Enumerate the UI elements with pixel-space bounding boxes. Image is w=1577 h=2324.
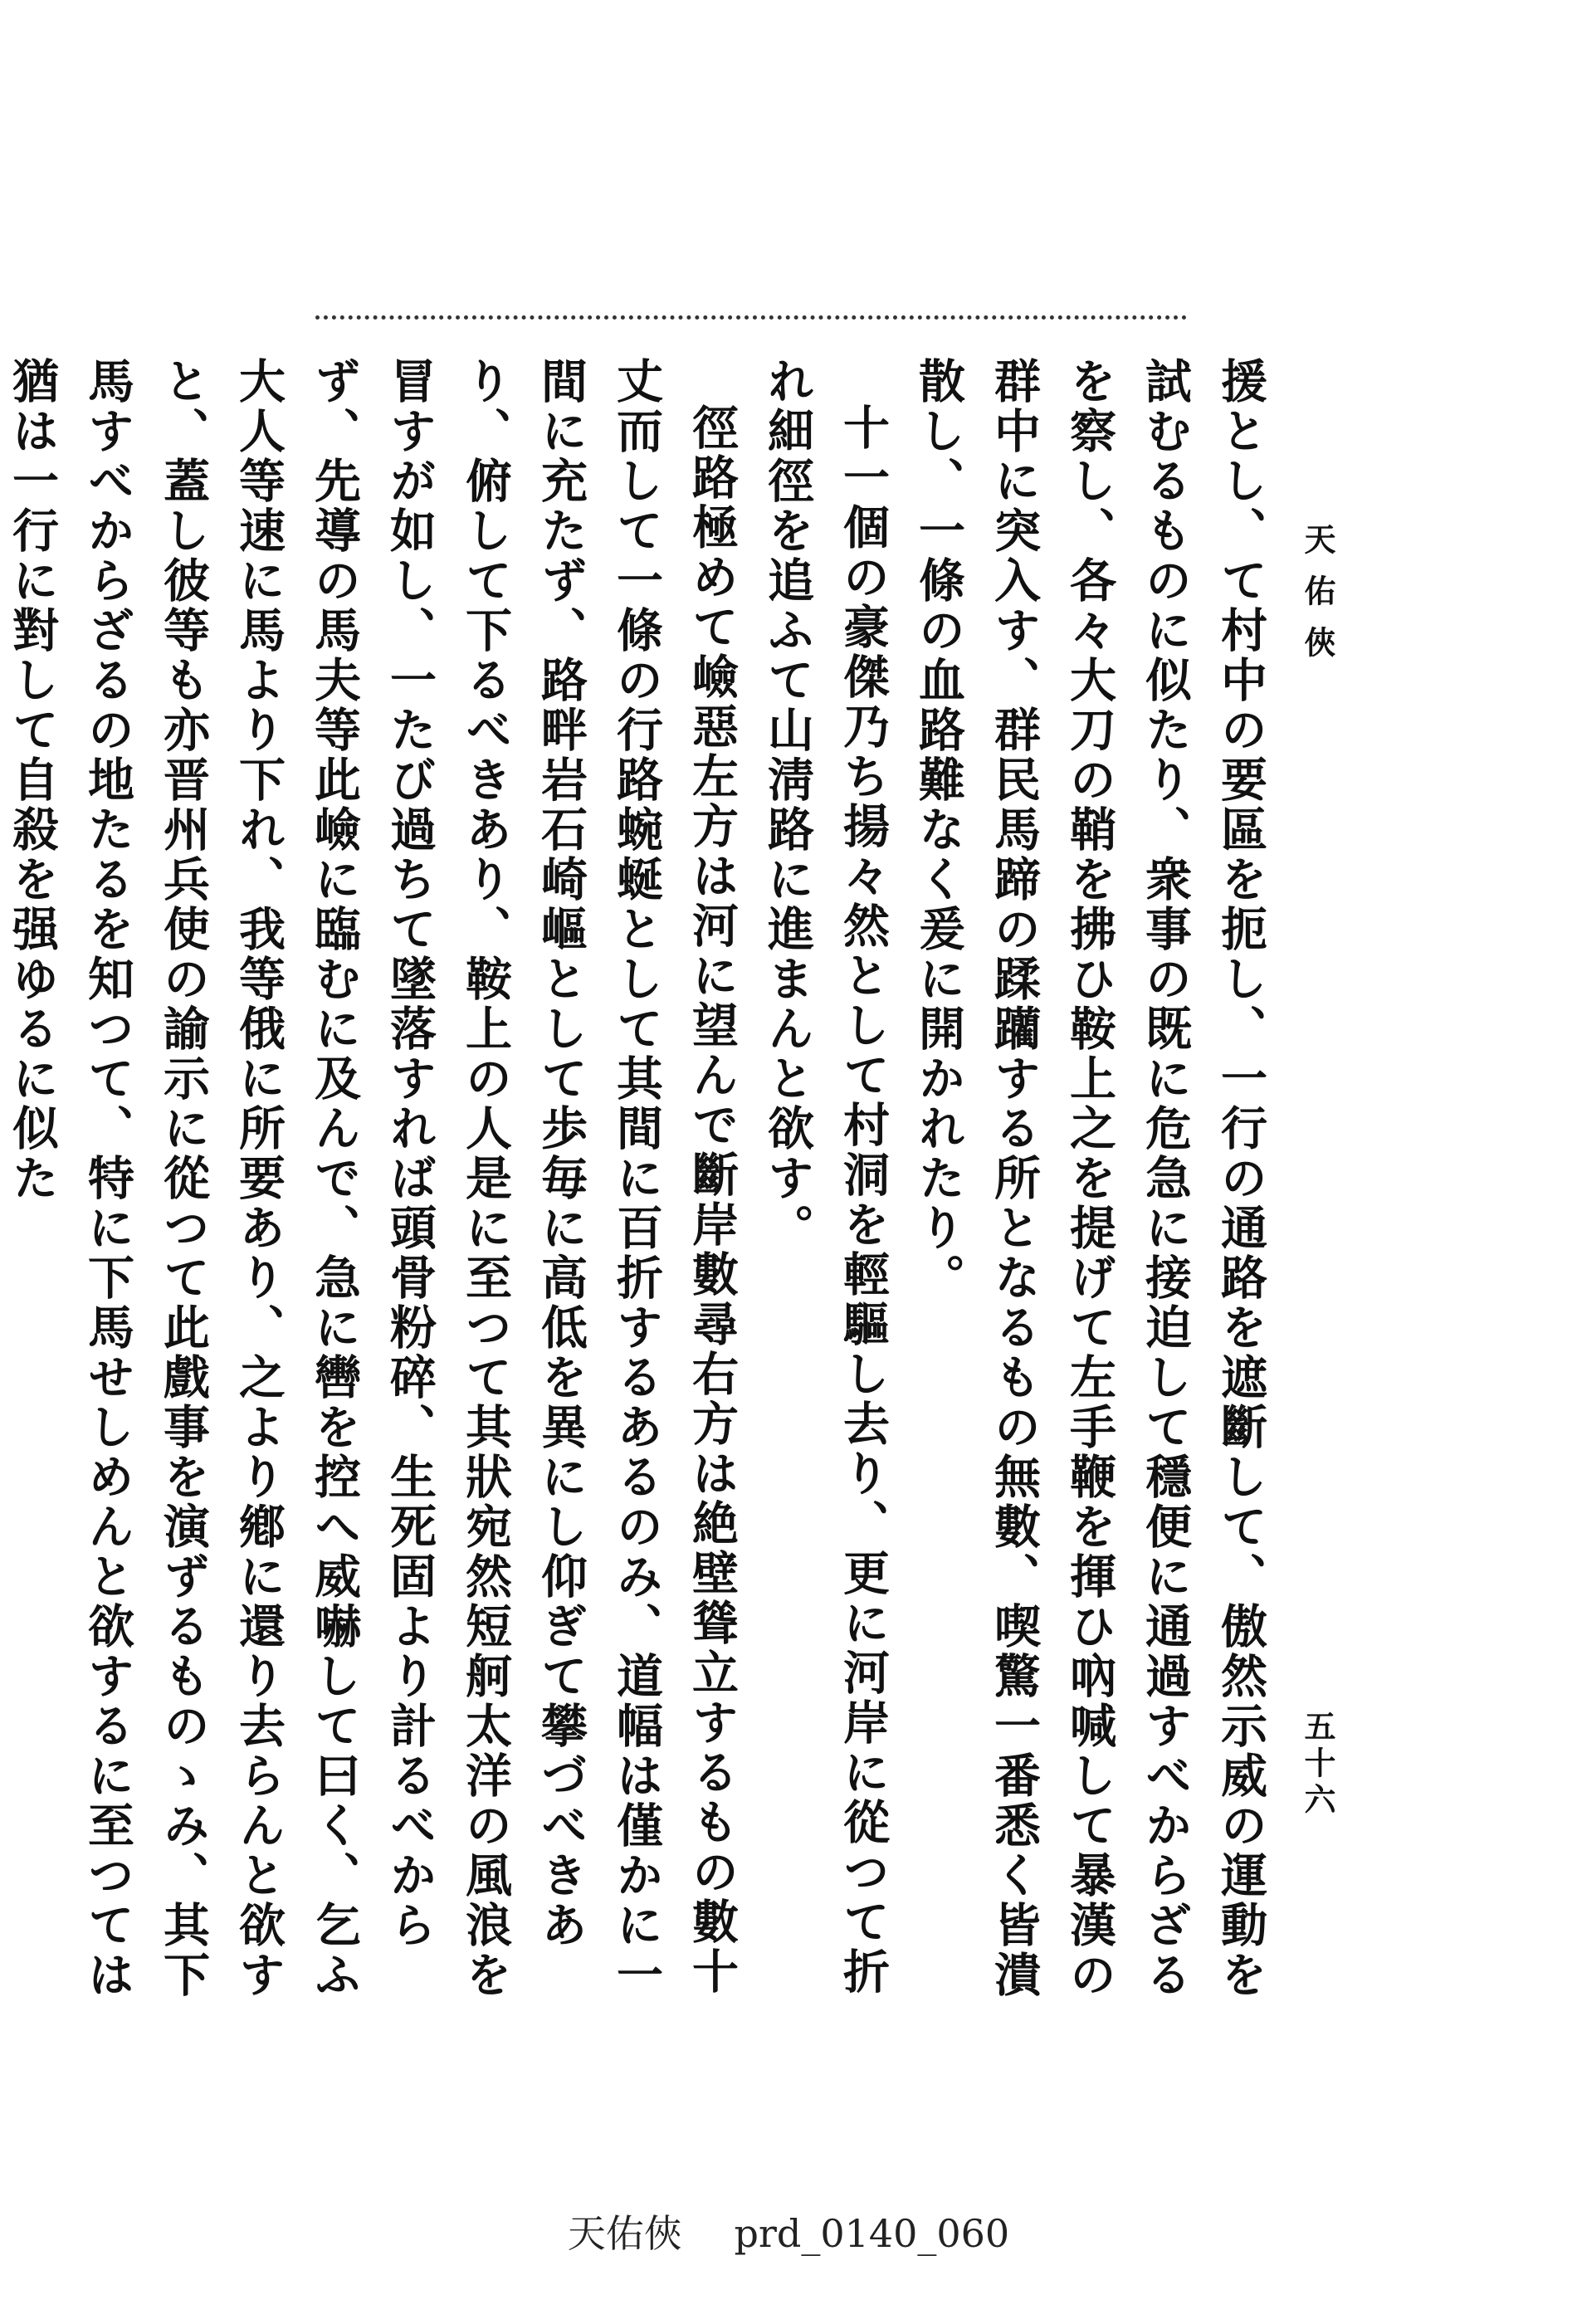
paragraph: 援とし、て村中の要區を扼し、一行の通路を遮斷して、傲然示威の運動を試むるものに似たり、衆事の既に危急に接迫して穩便に通過すべからざるを察し、各々大刀の鞘を拂ひ鞍上之を提げて左手鞭を揮ひ吶喊して暴漢の群中に突入す、群民馬蹄の蹂躪する所となるもの無數、喫驚一番悉く皆潰散し、一條の血路難なく爰に開かれたり。: [911, 357, 1268, 2000]
dotted-divider: [315, 315, 1187, 320]
running-title: 天佑俠: [1299, 523, 1336, 677]
paragraph: 十一個の豪傑乃ち揚々然として村洞を輕驅し去り、更に河岸に從つて折れ細徑を追ふて山淸路に進まんと欲す。: [760, 357, 891, 1997]
paragraph: 徑路極めて嶮惡左方は河に望んで斷岸數尋右方は絶壁聳立するもの數十丈而して一條の行路蜿蜒として其間に百折するあるのみ、道幅は僅かに一間に充たず、路畔岩石崎嶇として歩毎に高低を異にし仰ぎて攀づべきあり、俯して下るべきあり、鞍上の人是に至つて其狀宛然短舸太洋の風浪を冒すが如し、一たび過ちて墜落すれば頭骨粉碎、生死固より計るべからず、先導の馬夫等此嶮に臨むに及んで、急に轡を控へ威嚇して曰く、乞ふ大人等速に馬より下れ、我等俄に所要あり、之より鄕に還り去らんと欲すと、蓋し彼等も亦晋州兵使の諭示に從つて此戲事を演ずるものゝみ、其下馬すべからざるの地たるを知つて、特に下馬せしめんと欲するに至つては猶は一行に對して自殺を强ゆるに似た: [5, 357, 740, 2000]
vertical-text-body: [5, 357, 1278, 2034]
page-caption: [0, 2204, 1577, 2258]
caption-image-id: prd_0140_060: [734, 2211, 1010, 2256]
page-number: 五十六: [1299, 1710, 1336, 1819]
caption-book-title: 天佑俠: [567, 2211, 682, 2256]
